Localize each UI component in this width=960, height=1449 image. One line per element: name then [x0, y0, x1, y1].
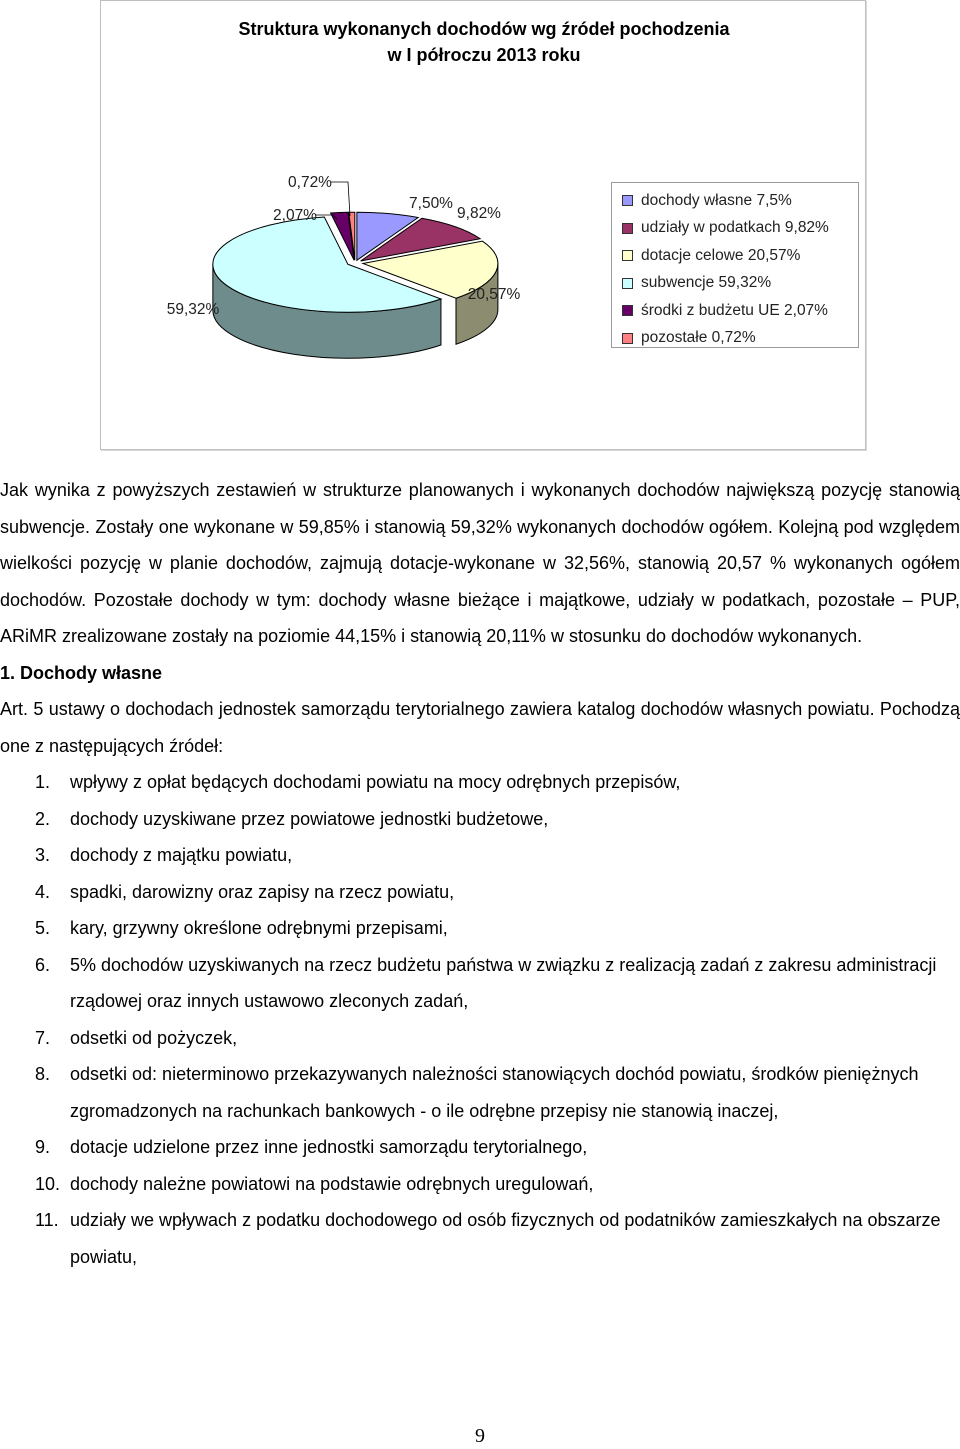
list-item: [0, 1020, 960, 1057]
list-item: [0, 1129, 960, 1166]
list-item-number: 1.: [35, 772, 51, 792]
income-sources-list: [0, 764, 960, 1275]
list-item: [0, 910, 960, 947]
list-item-text: odsetki od pożyczek,: [70, 1027, 238, 1048]
legend-item: [612, 242, 858, 270]
list-item-text: dochody z majątku powiatu,: [70, 845, 293, 865]
legend-item: [612, 325, 858, 353]
pie-data-label: 7,50%: [409, 195, 453, 212]
pie-data-label: 59,32%: [166, 301, 220, 318]
list-item-text: odsetki od: nieterminowo przekazywanych należności stanowiących dochód powiatu, środków pieniężnych zgromadzonych na rachunkach bankowych - o ile odrębne przepisy nie stanowią inaczej,: [70, 1064, 919, 1121]
list-item-text: 5% dochodów uzyskiwanych na rzecz budżetu państwa w związku z realizacją zadań z zakresu administracji rządowej oraz innych ustawowo zleconych zadań,: [70, 954, 937, 1011]
list-item-number: 5.: [35, 918, 51, 938]
summary-paragraph: Jak wynika z powyższych zestawień w strukturze planowanych i wykonanych dochodów największą pozycję stanowią subwencje. Zostały one wykonane w 59,85% i stanowią 59,32% wykonanych dochodów ogółem. Kolejną pod względem wielkości pozycję w planie dochodów, zajmują dotacje-wykonane w 32,56%, stanowią 20,57 % wykonanych ogółem dochodów. Pozostałe dochody w tym: dochody własne bieżące i majątkowe, udziały w podatkach, pozostałe – PUP, ARiMR zrealizowane zostały na poziomie 44,15% i stanowią 20,11% w stosunku do dochodów wykonanych.: [0, 480, 960, 646]
legend-item: [612, 215, 858, 243]
legend-label: subwencje 59,32%: [641, 274, 772, 292]
legend-label: dotacje celowe 20,57%: [641, 246, 801, 264]
legend-swatch: [622, 250, 633, 261]
legend-label: udziały w podatkach 9,82%: [641, 219, 829, 237]
chart-legend: [611, 182, 859, 348]
legend-item: [612, 297, 858, 325]
chart-title-line-2: w I półroczu 2013 roku: [387, 45, 581, 65]
legend-swatch: [622, 223, 633, 234]
legend-item: [612, 187, 858, 215]
list-item-text: dochody należne powiatowi na podstawie odrębnych uregulowań,: [70, 1173, 594, 1194]
list-item: [0, 837, 960, 874]
list-item-number: 10.: [35, 1173, 61, 1194]
legend-label: dochody własne 7,5%: [641, 191, 792, 209]
list-item-number: 9.: [35, 1137, 51, 1157]
legend-swatch: [622, 278, 633, 289]
list-item: [0, 874, 960, 911]
chart-title-line-1: Struktura wykonanych dochodów wg źródeł pochodzenia: [238, 19, 730, 39]
list-item-text: wpływy z opłat będących dochodami powiatu na mocy odrębnych przepisów,: [70, 772, 681, 792]
list-item-number: 11.: [35, 1210, 59, 1230]
list-item-number: 8.: [35, 1064, 51, 1084]
pie-data-label: 0,72%: [288, 174, 332, 191]
leader-line: [331, 182, 350, 216]
list-item-text: dochody uzyskiwane przez powiatowe jednostki budżetowe,: [70, 808, 549, 829]
list-item-text: spadki, darowizny oraz zapisy na rzecz powiatu,: [70, 881, 455, 902]
pie-data-label: 9,82%: [457, 205, 501, 222]
legend-swatch: [622, 305, 633, 316]
list-item: [0, 1056, 960, 1129]
legend-label: środki z budżetu UE 2,07%: [641, 301, 828, 319]
section-intro: Art. 5 ustawy o dochodach jednostek samorządu terytorialnego zawiera katalog dochodów własnych powiatu. Pochodzą one z następujących źródeł:: [0, 699, 960, 756]
page-number: 9: [475, 1425, 485, 1447]
document-body: [0, 472, 960, 1275]
list-item: [0, 801, 960, 838]
list-item-number: 7.: [35, 1027, 51, 1048]
legend-swatch: [622, 333, 633, 344]
legend-swatch: [622, 195, 633, 206]
list-item-number: 2.: [35, 808, 51, 829]
list-item: [0, 764, 960, 801]
list-item-text: udziały we wpływach z podatku dochodowego od osób fizycznych od podatników zamieszkałych na obszarze powiatu,: [70, 1210, 941, 1267]
list-item-text: kary, grzywny określone odrębnymi przepisami,: [70, 918, 448, 938]
pie-data-label: 20,57%: [467, 286, 521, 303]
list-item: [0, 1202, 960, 1275]
pie-chart-frame: [100, 0, 866, 450]
list-item-number: 6.: [35, 954, 51, 975]
list-item-number: 4.: [35, 881, 51, 902]
list-item: [0, 1166, 960, 1203]
list-item-text: dotacje udzielone przez inne jednostki samorządu terytorialnego,: [70, 1137, 588, 1157]
list-item-number: 3.: [35, 845, 51, 865]
list-item: [0, 947, 960, 1020]
pie-data-label: 2,07%: [273, 207, 317, 224]
legend-label: pozostałe 0,72%: [641, 329, 756, 347]
legend-item: [612, 270, 858, 298]
section-heading: 1. Dochody własne: [0, 662, 163, 683]
